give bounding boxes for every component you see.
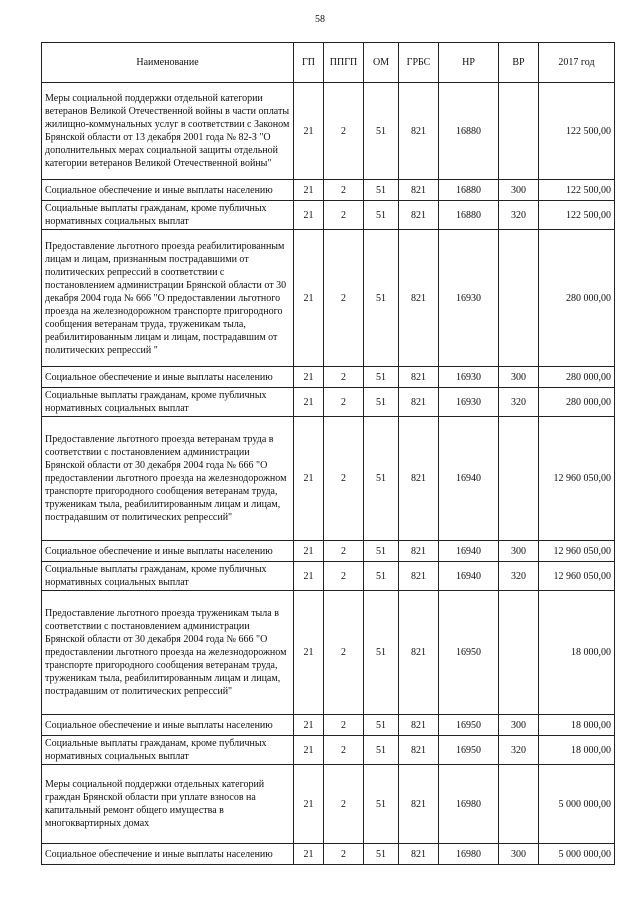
row-vr xyxy=(499,765,539,844)
table-row xyxy=(42,388,615,417)
table-row xyxy=(42,83,615,180)
row-gp: 21 xyxy=(294,541,324,562)
row-vr: 300 xyxy=(499,367,539,388)
header-vr: ВР xyxy=(499,43,539,83)
row-vr xyxy=(499,230,539,367)
row-nr: 16880 xyxy=(439,180,499,201)
row-amount: 5 000 000,00 xyxy=(539,765,615,844)
row-vr: 300 xyxy=(499,541,539,562)
row-grbs: 821 xyxy=(399,180,439,201)
row-name: Социальные выплаты гражданам, кроме публичных нормативных социальных выплат xyxy=(42,736,294,765)
row-gp: 21 xyxy=(294,367,324,388)
header-om: ОМ xyxy=(364,43,399,83)
row-grbs: 821 xyxy=(399,367,439,388)
row-name: Социальное обеспечение и иные выплаты населению xyxy=(42,541,294,562)
row-gp: 21 xyxy=(294,180,324,201)
row-amount: 5 000 000,00 xyxy=(539,844,615,865)
row-om: 51 xyxy=(364,562,399,591)
row-name: Социальные выплаты гражданам, кроме публичных нормативных социальных выплат xyxy=(42,562,294,591)
row-nr: 16930 xyxy=(439,367,499,388)
header-gp: ГП xyxy=(294,43,324,83)
row-name: Социальные выплаты гражданам, кроме публичных нормативных социальных выплат xyxy=(42,201,294,230)
row-grbs: 821 xyxy=(399,230,439,367)
row-nr: 16930 xyxy=(439,388,499,417)
row-ppgp: 2 xyxy=(324,541,364,562)
row-grbs: 821 xyxy=(399,591,439,715)
row-ppgp: 2 xyxy=(324,201,364,230)
row-om: 51 xyxy=(364,736,399,765)
budget-table xyxy=(41,42,615,865)
table-row xyxy=(42,367,615,388)
row-grbs: 821 xyxy=(399,83,439,180)
row-grbs: 821 xyxy=(399,765,439,844)
row-ppgp: 2 xyxy=(324,180,364,201)
row-amount: 18 000,00 xyxy=(539,736,615,765)
row-name: Социальное обеспечение и иные выплаты населению xyxy=(42,180,294,201)
row-amount: 280 000,00 xyxy=(539,367,615,388)
row-om: 51 xyxy=(364,388,399,417)
row-name: Меры социальной поддержки отдельной категории ветеранов Великой Отечественной войны в части оплаты жилищно-коммунальных услуг в соответствии с Законом Брянской области от 13 декабря 2001 года № 82-З "О дополнительных мерах социальной защиты отдельной категории ветеранов Великой Отечественной войны" xyxy=(42,83,294,180)
row-vr xyxy=(499,83,539,180)
row-grbs: 821 xyxy=(399,388,439,417)
row-amount: 18 000,00 xyxy=(539,591,615,715)
row-name: Социальное обеспечение и иные выплаты населению xyxy=(42,367,294,388)
row-vr: 300 xyxy=(499,715,539,736)
row-vr: 320 xyxy=(499,388,539,417)
row-gp: 21 xyxy=(294,736,324,765)
row-grbs: 821 xyxy=(399,417,439,541)
row-om: 51 xyxy=(364,230,399,367)
row-grbs: 821 xyxy=(399,562,439,591)
table-row xyxy=(42,765,615,844)
table-row xyxy=(42,201,615,230)
row-nr: 16950 xyxy=(439,591,499,715)
table-row xyxy=(42,844,615,865)
row-om: 51 xyxy=(364,715,399,736)
row-om: 51 xyxy=(364,201,399,230)
row-vr: 320 xyxy=(499,201,539,230)
row-amount: 280 000,00 xyxy=(539,230,615,367)
row-ppgp: 2 xyxy=(324,388,364,417)
row-vr: 300 xyxy=(499,844,539,865)
row-gp: 21 xyxy=(294,562,324,591)
row-amount: 122 500,00 xyxy=(539,201,615,230)
row-gp: 21 xyxy=(294,417,324,541)
header-grbs: ГРБС xyxy=(399,43,439,83)
row-om: 51 xyxy=(364,844,399,865)
header-name: Наименование xyxy=(42,43,294,83)
row-nr: 16880 xyxy=(439,83,499,180)
row-name: Социальные выплаты гражданам, кроме публичных нормативных социальных выплат xyxy=(42,388,294,417)
table-row xyxy=(42,230,615,367)
row-amount: 280 000,00 xyxy=(539,388,615,417)
row-om: 51 xyxy=(364,541,399,562)
row-grbs: 821 xyxy=(399,541,439,562)
row-nr: 16950 xyxy=(439,736,499,765)
row-gp: 21 xyxy=(294,201,324,230)
row-om: 51 xyxy=(364,417,399,541)
row-gp: 21 xyxy=(294,388,324,417)
table-row xyxy=(42,715,615,736)
row-gp: 21 xyxy=(294,83,324,180)
row-amount: 122 500,00 xyxy=(539,180,615,201)
row-ppgp: 2 xyxy=(324,591,364,715)
row-om: 51 xyxy=(364,83,399,180)
row-nr: 16940 xyxy=(439,417,499,541)
row-grbs: 821 xyxy=(399,844,439,865)
row-om: 51 xyxy=(364,765,399,844)
row-ppgp: 2 xyxy=(324,417,364,541)
row-vr xyxy=(499,417,539,541)
row-ppgp: 2 xyxy=(324,736,364,765)
row-name: Меры социальной поддержки отдельных категорий граждан Брянской области при уплате взносов на капитальный ремонт общего имущества в многоквартирных домах xyxy=(42,765,294,844)
row-grbs: 821 xyxy=(399,736,439,765)
header-ppgp: ППГП xyxy=(324,43,364,83)
row-gp: 21 xyxy=(294,591,324,715)
row-vr: 300 xyxy=(499,180,539,201)
row-amount: 12 960 050,00 xyxy=(539,562,615,591)
table-row xyxy=(42,541,615,562)
row-amount: 122 500,00 xyxy=(539,83,615,180)
row-nr: 16980 xyxy=(439,844,499,865)
row-vr: 320 xyxy=(499,562,539,591)
row-name: Предоставление льготного проезда реабилитированным лицам и лицам, признанным пострадавшими от политических репрессий в соответствии с постановлением администрации Брянской области от 30 декабря 2004 года № 666 "О предоставлении льготного проезда на железнодорожном транспорте пригородного сообщения ветеранам труда, труженикам тыла, реабилитированным лицам и лицам, пострадавшим от политических репрессий " xyxy=(42,230,294,367)
row-ppgp: 2 xyxy=(324,230,364,367)
row-amount: 12 960 050,00 xyxy=(539,541,615,562)
row-ppgp: 2 xyxy=(324,562,364,591)
row-nr: 16980 xyxy=(439,765,499,844)
row-ppgp: 2 xyxy=(324,83,364,180)
row-gp: 21 xyxy=(294,715,324,736)
header-year: 2017 год xyxy=(539,43,615,83)
row-name: Предоставление льготного проезда труженикам тыла в соответствии с постановлением администрации Брянской области от 30 декабря 2004 года № 666 "О предоставлении льготного проезда на железнодорожном транспорте пригородного сообщения ветеранам труда, труженикам тыла, реабилитированным лицам и лицам, пострадавшим от политических репрессий" xyxy=(42,591,294,715)
row-ppgp: 2 xyxy=(324,844,364,865)
page-number: 58 xyxy=(315,14,325,25)
row-vr: 320 xyxy=(499,736,539,765)
row-nr: 16930 xyxy=(439,230,499,367)
row-ppgp: 2 xyxy=(324,715,364,736)
table-row xyxy=(42,591,615,715)
row-ppgp: 2 xyxy=(324,765,364,844)
row-gp: 21 xyxy=(294,844,324,865)
row-gp: 21 xyxy=(294,230,324,367)
row-grbs: 821 xyxy=(399,715,439,736)
row-om: 51 xyxy=(364,180,399,201)
row-name: Предоставление льготного проезда ветеранам труда в соответствии с постановлением администрации Брянской области от 30 декабря 2004 года № 666 "О предоставлении льготного проезда на железнодорожном транспорте пригородного сообщения ветеранам труда, труженикам тыла, реабилитированным лицам и лицам, пострадавшим от политических репрессий" xyxy=(42,417,294,541)
table-row xyxy=(42,180,615,201)
table-row xyxy=(42,417,615,541)
table-row xyxy=(42,562,615,591)
row-vr xyxy=(499,591,539,715)
table-header-row xyxy=(42,43,615,83)
row-nr: 16940 xyxy=(439,541,499,562)
row-gp: 21 xyxy=(294,765,324,844)
row-nr: 16940 xyxy=(439,562,499,591)
row-nr: 16950 xyxy=(439,715,499,736)
row-ppgp: 2 xyxy=(324,367,364,388)
row-nr: 16880 xyxy=(439,201,499,230)
row-amount: 18 000,00 xyxy=(539,715,615,736)
row-name: Социальное обеспечение и иные выплаты населению xyxy=(42,844,294,865)
table-row xyxy=(42,736,615,765)
row-om: 51 xyxy=(364,367,399,388)
row-name: Социальное обеспечение и иные выплаты населению xyxy=(42,715,294,736)
row-grbs: 821 xyxy=(399,201,439,230)
row-amount: 12 960 050,00 xyxy=(539,417,615,541)
header-nr: НР xyxy=(439,43,499,83)
row-om: 51 xyxy=(364,591,399,715)
